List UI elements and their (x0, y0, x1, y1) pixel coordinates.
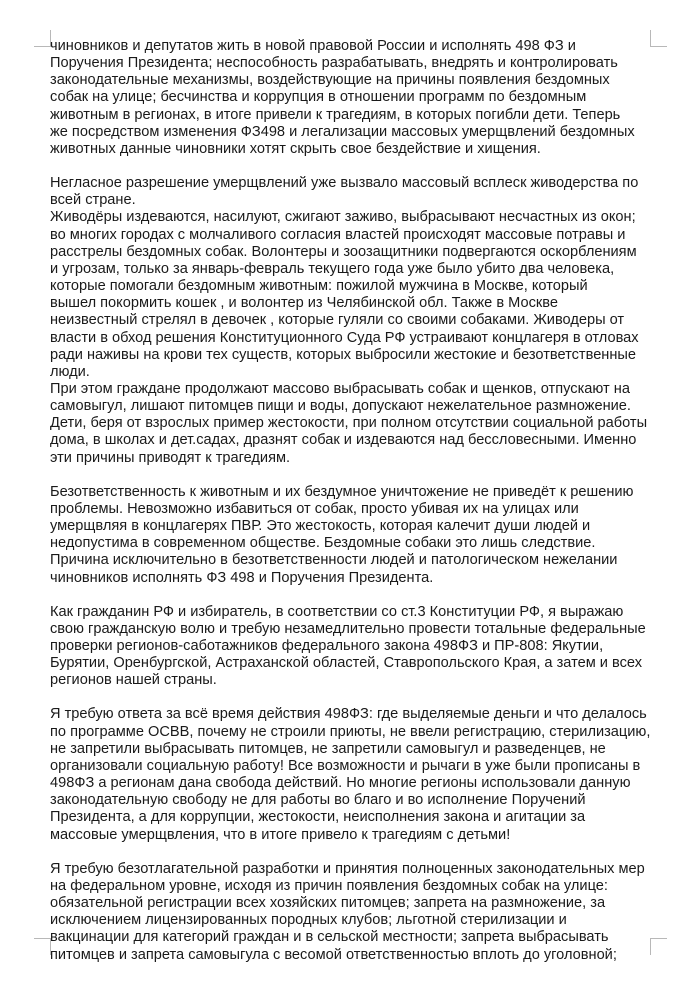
paragraph-4: Как гражданин РФ и избиратель, в соответствии со ст.3 Конституции РФ, я выражаю свою гражданскую волю и требую незамедлительно провести тотальные федеральные проверки регионов-саботажников федерального закона 498ФЗ и ПР-808: Якутии, Бурятии, Оренбургской, Астраханской областей, Ставропольского Края, а затем и всех регионов нашей страны. (50, 603, 646, 689)
crop-mark-bottom-left (34, 938, 51, 955)
paragraph-5: Я требую ответа за всё время действия 498ФЗ: где выделяемые деньги и что делалось по программе ОСВВ, почему не строили приюты, не ввели регистрацию, стерилизацию, не запретили выбрасывать питомцев, не запретили самовыгул и разведенцев, не организовали социальную работу! Все возможности и рычаги в уже были прописаны в 498ФЗ а регионам дана свобода действий. Но многие регионы использовали данную законодательную свободу не для работы во благо и во исполнение Поручений Президента, а для коррупции, жестокости, неисполнения закона и агитации за массовые умерщвления, что в итоге привело к трагедиям с детьми! (50, 706, 651, 843)
paragraph-3: Безответственность к животным и их бездумное уничтожение не приведёт к решению проблемы. Невозможно избавиться от собак, просто убивая их на улицах или умерщвляя в концлагерях ПВР. Это жестокость, которая калечит души людей и недопустима в современном обществе. Бездомные собаки это лишь следствие. Причина исключительно в безответственности людей и патологическом нежелании чиновников исполнять ФЗ 498 и Поручения Президента. (50, 483, 634, 586)
crop-mark-top-left (34, 30, 51, 47)
paragraph-6: Я требую безотлагательной разработки и принятия полноценных законодательных мер на федеральном уровне, исходя из причин появления бездомных собак на улице: обязательной регистрации всех хозяйских питомцев; запрета на размножение, за исключением лицензированных породных клубов; льготной стерилизации и вакцинации для категорий граждан и в сельской местности; запрета выбрасывать питомцев и запрета самовыгула с весомой ответственностью вплоть до уголовной; (50, 860, 645, 963)
paragraph-2: Негласное разрешение умерщвлений уже вызвало массовый всплеск живодерства по всей стране. Живодёры издеваются, насилуют, сжигают заживо, выбрасывают несчастных из окон; во многих городах с молчаливого согласия властей происходят массовые потравы и расстрелы бездомных собак. Волонтеры и зоозащитники подвергаются оскорблениям и угрозам, только за январь-февраль текущего года уже было убито два человека, которые помогали бездомным животным: пожилой мужчина в Москве, который вышел покормить кошек , и волонтер из Челябинской обл. Также в Москве неизвестный стрелял в девочек , которые гуляли со своими собаками. Живодеры от власти в обход решения Конституционного Суда РФ устраивают концлагеря в отловах ради наживы на крови тех существ, которых выбросили жестокие и безответственные люди. При этом граждане продолжают массово выбрасывать собак и щенков, отпускают на самовыгул, лишают питомцев пищи и воды, допускают нежелательное размножение. Дети, беря от взрослых пример жестокости, при полном отсутствии социальной работы дома, в школах и дет.садах, дразнят собак и издеваются над бессловесными. Именно эти причины приводят к трагедиям. (50, 175, 648, 466)
paragraph-1: чиновников и депутатов жить в новой правовой России и исполнять 498 ФЗ и Поручения Президента; неспособность разрабатывать, внедрять и контролировать законодательные механизмы, воздействующие на причины появления бездомных собак на улице; бесчинства и коррупция в отношении программ по бездомным животным в регионах, в итоге привели к трагедиям, в которых погибли дети. Теперь же посредством изменения ФЗ498 и легализации массовых умерщвлений бездомных животных данные чиновники хотят скрыть свое бездействие и хищения. (50, 38, 635, 157)
document-body (50, 38, 656, 964)
